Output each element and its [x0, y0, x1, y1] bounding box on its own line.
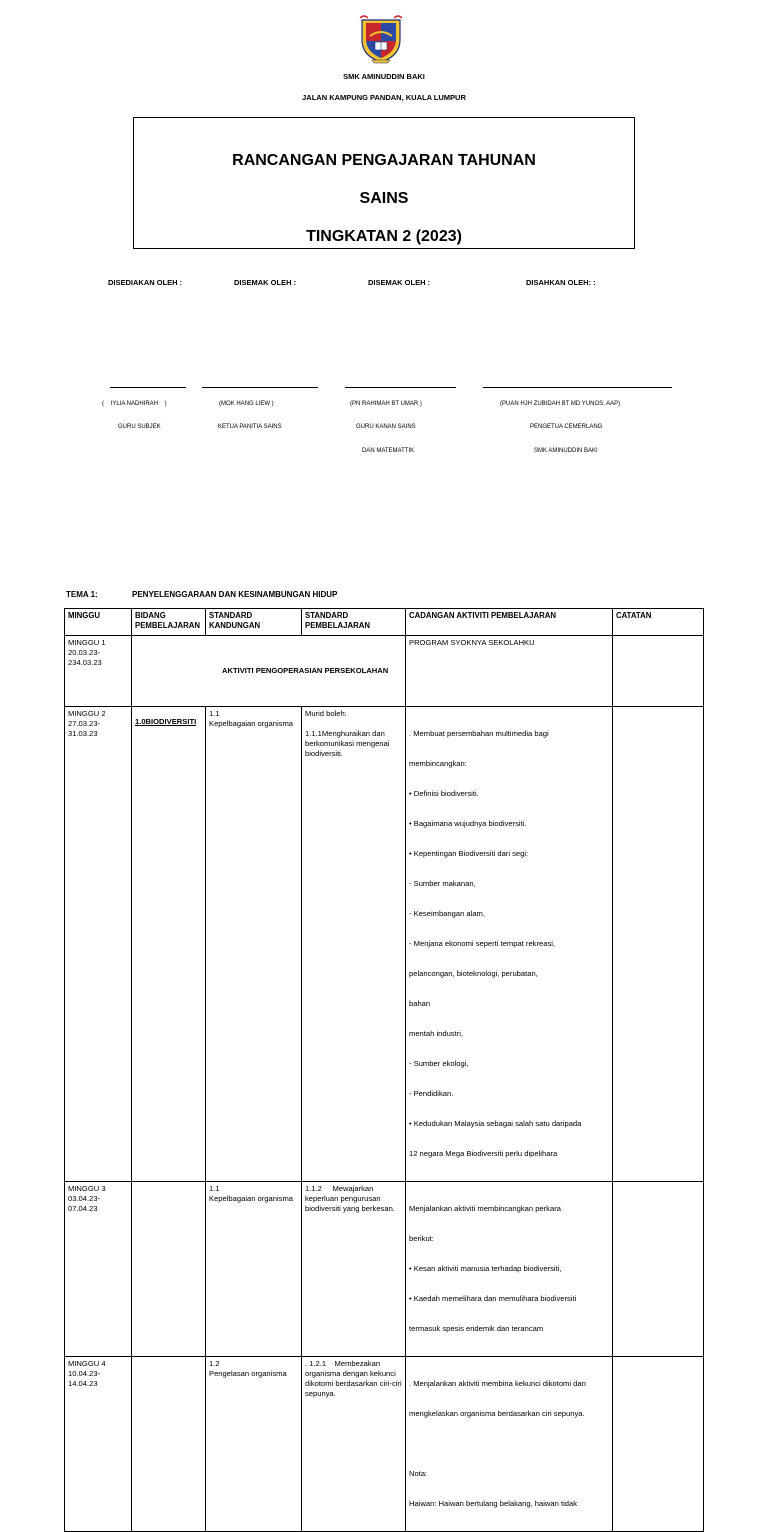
week-date-end: 07.04.23	[68, 1204, 98, 1213]
signatory-name: (PN RAHIMAH BT UMAR )	[350, 401, 422, 407]
school-name: SMK AMINUDDIN BAKI	[343, 72, 425, 81]
activity-cell	[406, 707, 613, 1182]
week-label: MINGGU 2	[68, 709, 106, 718]
content-standard-text: Kepelbagaian organisma	[209, 1194, 294, 1203]
week-date-start: 27.03.23-	[68, 719, 101, 728]
table-row	[65, 1357, 704, 1532]
week-label: MINGGU 1	[68, 638, 106, 647]
week-cell	[65, 707, 132, 1182]
activity-cell	[406, 1357, 613, 1532]
learning-area-cell	[132, 1357, 206, 1532]
learning-area-cell	[132, 1182, 206, 1357]
week-date-start: 03.04.23-	[68, 1194, 101, 1203]
activity-line: . Menjalankan aktiviti membina kekunci dikotomi dan	[409, 1379, 586, 1388]
notes-cell	[613, 1357, 704, 1532]
learning-area-cell	[132, 707, 206, 1182]
theme-heading	[66, 590, 337, 599]
activity-line: • Definisi biodiversiti.	[409, 789, 479, 798]
signature-line	[110, 387, 186, 388]
column-header-learning-area: BIDANG PEMBELAJARAN	[132, 609, 206, 636]
signatory-name: ( IYLIA NADHIRAH )	[102, 401, 167, 407]
content-standard-number: 1.1	[209, 1184, 220, 1193]
signature-line	[483, 387, 672, 388]
learning-standard-text: 1.1.2 Mewajarkan keperluan pengurusan biodiversiti yang berkesan.	[305, 1184, 395, 1213]
activity-line: bahan	[409, 999, 431, 1008]
activity-line: pelancongan, bioteknologi, perubatan,	[409, 969, 538, 978]
signatory-role: GURU KANAN SAINS	[356, 424, 416, 430]
learning-standard-text: 1.1.1Menghuraikan dan berkomunikasi mengenai biodiversiti.	[305, 729, 390, 758]
week-date-end: 14.04.23	[68, 1379, 98, 1388]
column-header-learning-standard: STANDARD PEMBELAJARAN	[302, 609, 406, 636]
learning-standard-cell	[302, 1357, 406, 1532]
notes-cell	[613, 707, 704, 1182]
activity-line: - Sumber makanan,	[409, 879, 476, 888]
table-row	[65, 1182, 704, 1357]
notes-cell	[613, 1182, 704, 1357]
content-standard-number: 1.1	[209, 709, 220, 718]
activity-line: membincangkan:	[409, 759, 467, 768]
week-label: MINGGU 3	[68, 1184, 106, 1193]
column-header-content-standard: STANDARD KANDUNGAN	[206, 609, 302, 636]
content-standard-cell	[206, 1182, 302, 1357]
table-row	[65, 636, 704, 707]
week-date-end: 234.03.23	[68, 658, 102, 667]
content-standard-text: Pengelasan organisma	[209, 1369, 287, 1378]
activity-line: Nota:	[409, 1469, 428, 1478]
signatory-role: PENGETUA CEMERLANG	[530, 424, 603, 430]
activity-cell	[406, 1182, 613, 1357]
activity-line: mentah industri,	[409, 1029, 464, 1038]
activity-line: • Kaedah memelihara dan memulihara biodiversiti	[409, 1294, 577, 1303]
signature-line	[202, 387, 318, 388]
school-operation-activity: AKTIVITI PENGOPERASIAN PERSEKOLAHAN	[222, 666, 389, 675]
content-standard-cell	[206, 707, 302, 1182]
activity-cell	[406, 636, 613, 707]
activity-line: mengkelaskan organisma berdasarkan ciri sepunya.	[409, 1409, 585, 1418]
reviewed-by-heading: DISEMAK OLEH :	[234, 278, 297, 287]
week-cell	[65, 636, 132, 707]
activity-line: • Kepentingan Biodiversiti dari segi:	[409, 849, 529, 858]
activity-line: - Keseimbangan alam,	[409, 909, 485, 918]
column-header-notes: CATATAN	[613, 609, 704, 636]
activity-line: Haiwan: Haiwan bertulang belakang, haiwan tidak	[409, 1499, 578, 1508]
activity-line: . Membuat persembahan multimedia bagi	[409, 729, 549, 738]
approved-by-heading: DISAHKAN OLEH: :	[526, 278, 596, 287]
notes-cell	[613, 636, 704, 707]
subject-title: SAINS	[359, 190, 409, 207]
signatory-role: KETUA PANITIA SAINS	[218, 424, 282, 430]
form-year-title: TINGKATAN 2 (2023)	[306, 228, 462, 245]
column-header-suggested-activities: CADANGAN AKTIVITI PEMBELAJARAN	[406, 609, 613, 636]
table-header-row	[65, 609, 704, 636]
content-standard-cell	[206, 1357, 302, 1532]
activity-line: 12 negara Mega Biodiversiti perlu dipelihara	[409, 1149, 558, 1158]
column-header-week: MINGGU	[65, 609, 132, 636]
learning-standard-cell	[302, 1182, 406, 1357]
activity-line: • Kesan aktiviti manusia terhadap biodiversiti,	[409, 1264, 562, 1273]
activity-line: • Bagaimana wujudnya biodiversiti.	[409, 819, 527, 828]
school-crest-logo	[358, 14, 404, 64]
merged-activity-cell	[132, 636, 406, 707]
activity-line: • Kedudukan Malaysia sebagai salah satu daripada	[409, 1119, 582, 1128]
activity-line: - Pendidikan.	[409, 1089, 454, 1098]
learning-standard-text: . 1.2.1 Membezakan organisma dengan kekunci dikotomi berdasarkan ciri-ciri sepunya.	[305, 1359, 404, 1398]
learning-standard-intro: Murid boleh:	[305, 709, 347, 718]
table-row	[65, 707, 704, 1182]
title-box	[133, 117, 635, 249]
week-cell	[65, 1357, 132, 1532]
theme-title: PENYELENGGARAAN DAN KESINAMBUNGAN HIDUP	[132, 590, 338, 599]
week-date-end: 31.03.23	[68, 729, 98, 738]
activity-line: Menjalankan aktiviti membincangkan perkara	[409, 1204, 561, 1213]
activity-line: termasuk spesis endemik dan terancam	[409, 1324, 544, 1333]
week-label: MINGGU 4	[68, 1359, 106, 1368]
theme-label: TEMA 1:	[66, 590, 98, 599]
program-label: PROGRAM SYOKNYA SEKOLAHKU	[409, 638, 535, 647]
activity-line: - Menjana ekonomi seperti tempat rekreasi,	[409, 939, 556, 948]
reviewed-by-heading-2: DISEMAK OLEH :	[368, 278, 431, 287]
week-cell	[65, 1182, 132, 1357]
yearly-plan-table	[64, 608, 704, 1532]
week-date-start: 10.04.23-	[68, 1369, 101, 1378]
school-address: JALAN KAMPUNG PANDAN, KUALA LUMPUR	[302, 93, 466, 102]
activity-line	[409, 1439, 609, 1449]
signatory-role: GURU SUBJEK	[118, 424, 161, 430]
signatory-name: (MOK HANG LIEW )	[219, 401, 274, 407]
signatory-name: (PUAN HJH ZUBIDAH BT MD YUNOS, AAP)	[500, 401, 621, 407]
week-date-start: 20.03.23-	[68, 648, 101, 657]
signatory-role-line2: SMK AMINUDDIN BAKI	[534, 448, 598, 454]
prepared-by-heading: DISEDIAKAN OLEH :	[108, 278, 183, 287]
signature-line	[345, 387, 456, 388]
signatory-role-line2: DAN MATEMATTIK	[362, 448, 415, 454]
learning-area-label: 1.0BIODIVERSITI	[135, 717, 197, 726]
activity-line: - Sumber ekologi,	[409, 1059, 469, 1068]
activity-line: berikut:	[409, 1234, 434, 1243]
learning-standard-cell	[302, 707, 406, 1182]
document-title: RANCANGAN PENGAJARAN TAHUNAN	[232, 152, 536, 169]
content-standard-text: Kepelbagaian organisma	[209, 719, 294, 728]
content-standard-number: 1.2	[209, 1359, 220, 1368]
